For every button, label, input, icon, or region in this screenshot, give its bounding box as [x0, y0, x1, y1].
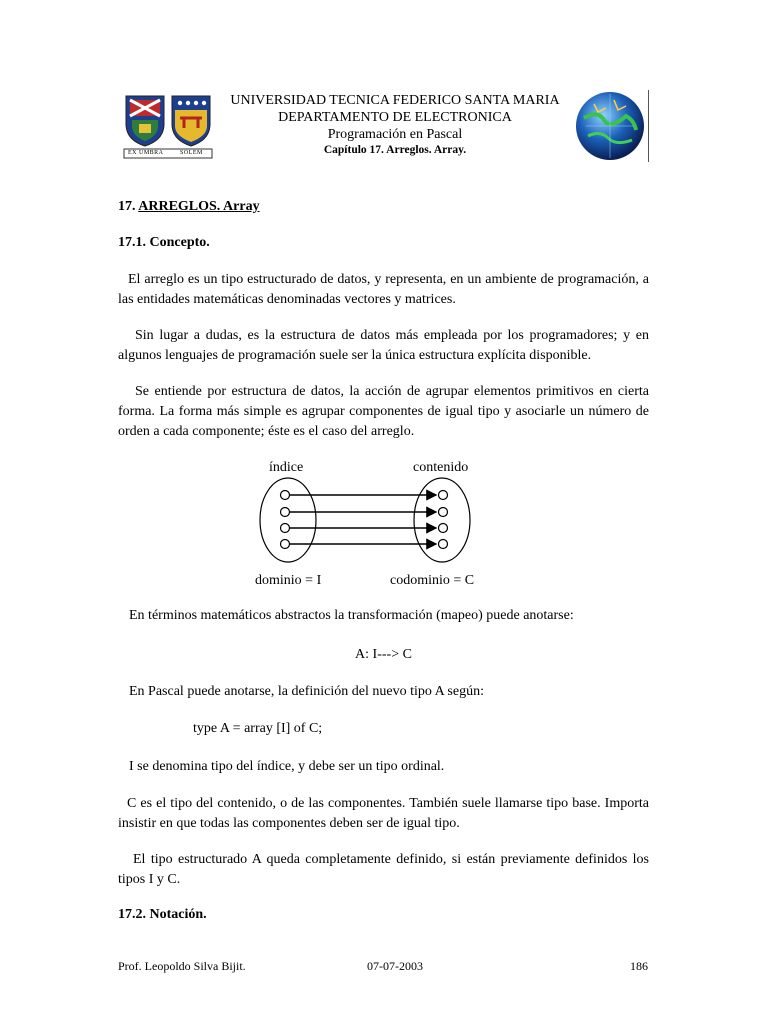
domain-point: [281, 524, 290, 533]
pascal-type-definition: type A = array [I] of C;: [193, 721, 323, 736]
codomain-point: [439, 540, 448, 549]
paragraph-5: En Pascal puede anotarse, la definición del nuevo tipo A según:: [129, 684, 484, 699]
codomain-point: [439, 491, 448, 500]
domain-point: [281, 540, 290, 549]
codomain-point: [439, 524, 448, 533]
paragraph-3: Se entiende por estructura de datos, la acción de agrupar elementos primitivos en cierta forma. La forma más simple es agrupar componentes de igual tipo y asociarle un número de orden a cada componente; éste es el caso del arreglo.: [118, 384, 649, 439]
paragraph-2: Sin lugar a dudas, es la estructura de datos más empleada por los programadores; y en algunos lenguajes de programación suele ser la única estructura explícita disponible.: [118, 328, 649, 363]
footer-date: 07-07-2003: [367, 959, 423, 973]
paragraph-4: En términos matemáticos abstractos la transformación (mapeo) puede anotarse:: [129, 608, 574, 623]
paragraph-6: I se denomina tipo del índice, y debe ser un tipo ordinal.: [129, 759, 445, 774]
header-divider: [648, 90, 649, 162]
chapter-title: Capítulo 17. Arreglos. Array.: [323, 144, 467, 156]
paragraph-7: C es el tipo del contenido, o de las componentes. También suele llamarse tipo base. Importa insistir en que todas las componentes deben ser de igual tipo.: [118, 796, 649, 831]
university-crest: [122, 94, 214, 160]
domain-point: [281, 491, 290, 500]
subsection-heading-2: 17.2. Notación.: [118, 907, 207, 922]
codomain-point: [439, 508, 448, 517]
mapping-diagram: [250, 476, 480, 572]
course-name: Programación en Pascal: [327, 127, 463, 142]
section-heading: [118, 198, 260, 216]
page-number: 186: [630, 959, 648, 973]
mapping-formula: A: I---> C: [355, 647, 412, 662]
paragraph-8: El tipo estructurado A queda completamente definido, si están previamente definidos los tipos I y C.: [118, 852, 649, 887]
paragraph-1: El arreglo es un tipo estructurado de datos, y representa, en un ambiente de programación, a las entidades matemáticas denominadas vectores y matrices.: [118, 272, 649, 307]
diagram-label-domain: dominio = I: [255, 573, 322, 588]
subsection-heading-1: 17.1. Concepto.: [118, 235, 210, 250]
department-name: DEPARTAMENTO DE ELECTRONICA: [278, 110, 512, 125]
crest-motto-right: SOLEM: [180, 150, 203, 156]
domain-point: [281, 508, 290, 517]
section-number: 17.: [118, 199, 136, 214]
university-name: UNIVERSIDAD TECNICA FEDERICO SANTA MARIA: [230, 93, 560, 108]
codomain-points: [439, 491, 448, 549]
diagram-label-content: contenido: [413, 460, 469, 475]
domain-ellipse: [260, 478, 316, 562]
diagram-label-index: índice: [269, 460, 304, 475]
globe-logo: [574, 90, 646, 162]
crest-motto-left: EX UMBRA: [128, 150, 164, 156]
domain-points: [281, 491, 290, 549]
footer-author: Prof. Leopoldo Silva Bijit.: [118, 959, 246, 973]
diagram-label-codomain: codominio = C: [390, 573, 475, 588]
section-title: ARREGLOS. Array: [138, 199, 260, 214]
